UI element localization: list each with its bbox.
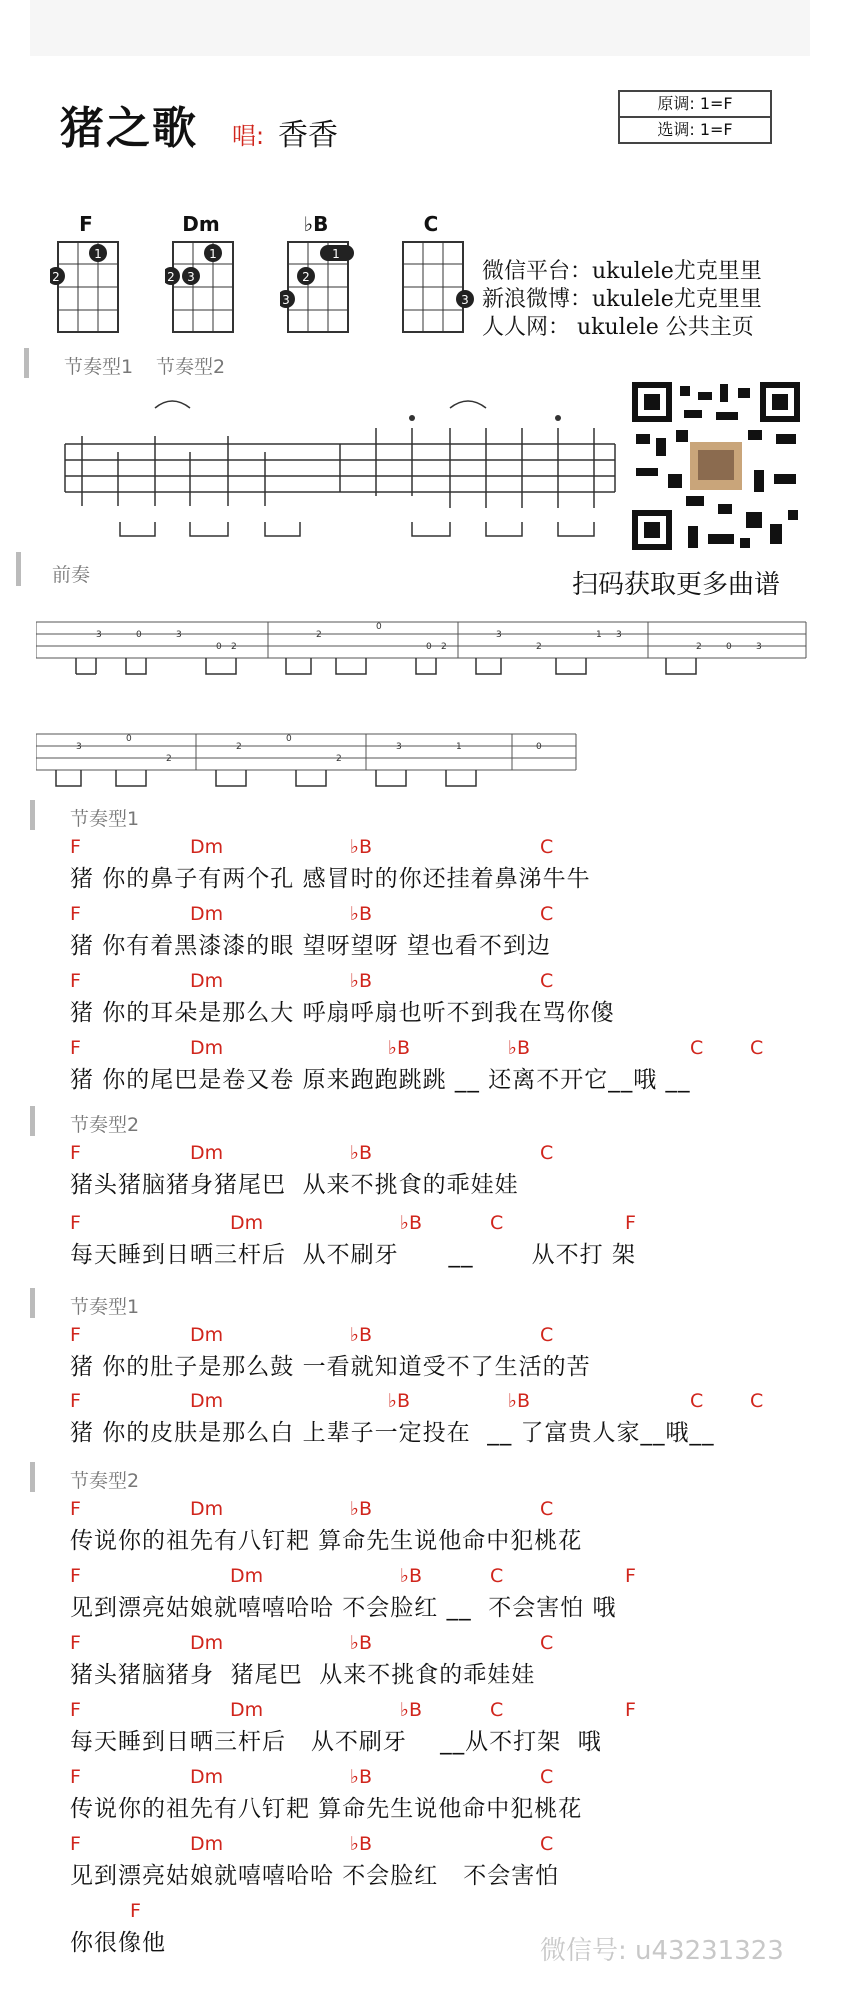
svg-text:0: 0 (216, 642, 222, 652)
svg-text:0: 0 (726, 642, 732, 652)
qr-caption: 扫码获取更多曲谱 (572, 570, 781, 600)
rhythm-patterns (60, 396, 620, 556)
chord-label: Dm (190, 1037, 224, 1059)
chord-label: ♭B (400, 1212, 422, 1234)
section-bar (16, 552, 21, 586)
section-bar (24, 348, 29, 378)
chord-label: C (490, 1699, 504, 1721)
lyric-line: 每天睡到日晒三杆后 从不刷牙 __ 从不打 架 (70, 1242, 636, 1268)
chord-label: C (540, 1632, 554, 1654)
svg-text:2: 2 (336, 754, 342, 764)
chord-label: ♭B (350, 836, 372, 858)
svg-text:3: 3 (96, 630, 102, 640)
prelude-label: 前奏 (52, 564, 91, 586)
watermark: 微信号: u43231323 (540, 1936, 784, 1966)
svg-text:0: 0 (126, 734, 132, 744)
chord-label: Dm (190, 1833, 224, 1855)
section-bar (30, 1106, 35, 1136)
svg-text:2: 2 (302, 270, 310, 284)
chord-label: C (690, 1390, 704, 1412)
chord-diagram-c: C 3 (395, 212, 479, 360)
singer-label: 唱: (232, 122, 265, 150)
chord-label: F (70, 1212, 81, 1234)
svg-text:2: 2 (236, 742, 242, 752)
chord-label: Dm (190, 1390, 224, 1412)
chord-label: Dm (230, 1699, 264, 1721)
lyric-line: 每天睡到日晒三杆后 从不刷牙 __从不打架 哦 (70, 1729, 602, 1755)
chord-label: C (690, 1037, 704, 1059)
svg-text:3: 3 (176, 630, 182, 640)
svg-text:3: 3 (76, 742, 82, 752)
chord-label: ♭B (400, 1699, 422, 1721)
svg-text:2: 2 (52, 270, 60, 284)
lyric-line: 猪 你的皮肤是那么白 上辈子一定投在 __ 了富贵人家__哦__ (70, 1420, 715, 1446)
chord-label: C (540, 1766, 554, 1788)
chord-label: F (70, 970, 81, 992)
svg-text:0: 0 (136, 630, 142, 640)
section-label: 节奏型2 (70, 1470, 140, 1492)
chord-diagram-f: F 1 2 (50, 212, 130, 360)
lyric-line: 猪 你的尾巴是卷又卷 原来跑跑跳跳 __ 还离不开它__哦 __ (70, 1067, 691, 1093)
lyric-line: 猪 你的肚子是那么鼓 一看就知道受不了生活的苦 (70, 1354, 591, 1380)
chord-label: ♭B (508, 1390, 530, 1412)
chord-label: C (540, 970, 554, 992)
chord-diagram-bb: ♭B 1 2 3 (280, 212, 362, 360)
section-bar (30, 1288, 35, 1318)
chord-label: C (540, 1833, 554, 1855)
chord-f-grid (50, 236, 130, 356)
chord-label: F (130, 1900, 141, 1922)
original-key: 原调: 1=F (657, 94, 733, 113)
section-label: 节奏型1 (70, 1296, 140, 1318)
lyric-line: 你很像他 (70, 1930, 166, 1956)
chord-label: C (540, 1498, 554, 1520)
contact-weibo: 新浪微博：ukulele尤克里里 (482, 287, 762, 312)
lyric-line: 传说你的祖先有八钉耙 算命先生说他命中犯桃花 (70, 1796, 583, 1822)
svg-text:2: 2 (166, 754, 172, 764)
chord-label: F (70, 1498, 81, 1520)
chord-label: F (70, 836, 81, 858)
section-label: 节奏型1 (70, 808, 140, 830)
contact-renren: 人人网： ukulele 公共主页 (482, 315, 754, 340)
song-title: 猪之歌 (60, 103, 198, 154)
chord-label: F (625, 1699, 636, 1721)
chord-label: C (540, 903, 554, 925)
key-box (618, 90, 772, 144)
chord-label: Dm (190, 903, 224, 925)
chord-diagram-dm: Dm 1 2 3 (165, 212, 245, 360)
chord-dm-grid (165, 236, 245, 356)
rhythm-header-1: 节奏型1 (64, 356, 134, 378)
section-bar (30, 1462, 35, 1492)
chord-label: F (70, 1324, 81, 1346)
chord-label: C (540, 1142, 554, 1164)
chord-label: Dm (230, 1565, 264, 1587)
section-label: 节奏型2 (70, 1114, 140, 1136)
svg-text:0: 0 (286, 734, 292, 744)
svg-text:2: 2 (316, 630, 322, 640)
svg-text:3: 3 (461, 293, 469, 307)
chord-label: F (70, 1565, 81, 1587)
chord-label: Dm (190, 1632, 224, 1654)
svg-text:1: 1 (596, 630, 602, 640)
chord-label: F (70, 1699, 81, 1721)
chord-label: F (70, 1766, 81, 1788)
prelude-tab-row-2 (36, 712, 596, 802)
svg-text:1: 1 (94, 247, 102, 261)
svg-text:3: 3 (282, 293, 290, 307)
lyric-line: 猪 你的鼻子有两个孔 感冒时的你还挂着鼻涕牛牛 (70, 866, 591, 892)
svg-text:0: 0 (426, 642, 432, 652)
chord-label: ♭B (350, 1766, 372, 1788)
svg-text:0: 0 (536, 742, 542, 752)
chord-c-grid (395, 236, 479, 356)
chord-label: ♭B (350, 1833, 372, 1855)
svg-text:1: 1 (332, 247, 340, 261)
chord-label: C (490, 1212, 504, 1234)
singer-name: 香香 (278, 118, 338, 153)
chord-label: F (625, 1565, 636, 1587)
chord-label: ♭B (350, 903, 372, 925)
chord-bb-grid (280, 236, 362, 356)
lyric-line: 猪 你有着黑漆漆的眼 望呀望呀 望也看不到边 (70, 933, 551, 959)
chord-label: ♭B (350, 970, 372, 992)
chord-label: Dm (190, 1142, 224, 1164)
chord-label: ♭B (388, 1390, 410, 1412)
svg-text:3: 3 (496, 630, 502, 640)
qr-code-image (628, 378, 804, 554)
prelude-tab-row-1 (36, 600, 816, 690)
lyric-line: 猪 你的耳朵是那么大 呼扇呼扇也听不到我在骂你傻 (70, 1000, 615, 1026)
chord-label: F (70, 903, 81, 925)
top-band (30, 0, 810, 56)
chord-label: ♭B (350, 1632, 372, 1654)
svg-text:3: 3 (756, 642, 762, 652)
lyric-line: 猪头猪脑猪身 猪尾巴 从来不挑食的乖娃娃 (70, 1662, 536, 1688)
lyric-line: 见到漂亮姑娘就嘻嘻哈哈 不会脸红 不会害怕 (70, 1863, 560, 1889)
contact-info (482, 258, 762, 342)
contact-wechat: 微信平台：ukulele尤克里里 (482, 259, 762, 284)
svg-text:2: 2 (441, 642, 447, 652)
chord-label: ♭B (508, 1037, 530, 1059)
svg-text:0: 0 (376, 622, 382, 632)
chord-label: Dm (190, 1766, 224, 1788)
chord-label: Dm (190, 1498, 224, 1520)
chord-label: ♭B (388, 1037, 410, 1059)
section-bar (30, 800, 35, 830)
chord-label: C (540, 836, 554, 858)
svg-text:3: 3 (187, 270, 195, 284)
chord-label: F (70, 1037, 81, 1059)
chord-label: Dm (230, 1212, 264, 1234)
chord-label: F (70, 1390, 81, 1412)
svg-text:2: 2 (231, 642, 237, 652)
svg-text:3: 3 (396, 742, 402, 752)
chord-label: ♭B (350, 1142, 372, 1164)
svg-text:1: 1 (456, 742, 462, 752)
chord-label: Dm (190, 1324, 224, 1346)
chord-label: C (490, 1565, 504, 1587)
chord-label: ♭B (350, 1324, 372, 1346)
chord-label: F (70, 1632, 81, 1654)
svg-text:2: 2 (696, 642, 702, 652)
chord-label: C (540, 1324, 554, 1346)
chord-label: F (625, 1212, 636, 1234)
svg-text:3: 3 (616, 630, 622, 640)
lyric-line: 传说你的祖先有八钉耙 算命先生说他命中犯桃花 (70, 1528, 583, 1554)
chord-label: ♭B (350, 1498, 372, 1520)
chord-label: C (750, 1037, 764, 1059)
chord-label: C (750, 1390, 764, 1412)
lyric-line: 见到漂亮姑娘就嘻嘻哈哈 不会脸红 __ 不会害怕 哦 (70, 1595, 617, 1621)
rhythm-header-2: 节奏型2 (156, 356, 226, 378)
chord-label: Dm (190, 836, 224, 858)
chord-label: F (70, 1142, 81, 1164)
svg-text:2: 2 (167, 270, 175, 284)
lyric-line: 猪头猪脑猪身猪尾巴 从来不挑食的乖娃娃 (70, 1172, 519, 1198)
svg-text:2: 2 (536, 642, 542, 652)
chord-label: ♭B (400, 1565, 422, 1587)
selected-key: 选调: 1=F (620, 116, 770, 142)
svg-text:1: 1 (209, 247, 217, 261)
chord-label: Dm (190, 970, 224, 992)
chord-label: F (70, 1833, 81, 1855)
